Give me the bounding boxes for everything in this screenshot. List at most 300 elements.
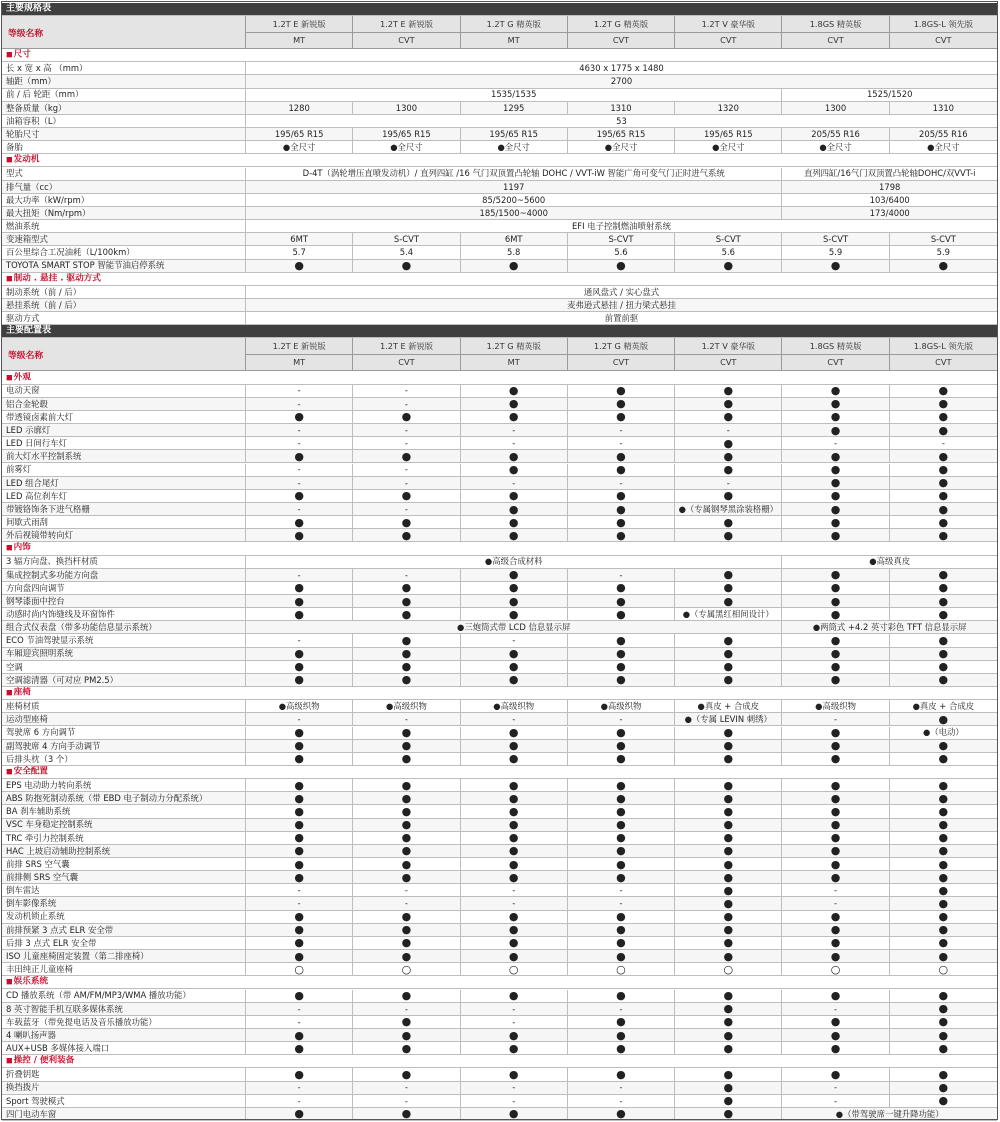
- spec-value: ●: [675, 884, 782, 896]
- spec-value: ●: [568, 516, 675, 528]
- category-row: [2, 1055, 997, 1068]
- spec-value: ●: [782, 871, 889, 883]
- spec-value: 195/65 R15: [568, 128, 675, 140]
- spec-value: ●: [675, 858, 782, 870]
- spec-value: ●: [938, 936, 949, 950]
- spec-value: ●: [461, 516, 568, 528]
- category-title: ■ 娱乐系统: [6, 978, 48, 987]
- spec-value: ●: [782, 477, 889, 489]
- spec-value: ●: [461, 792, 568, 804]
- spec-value: ●: [461, 1068, 568, 1080]
- spec-value: -: [353, 424, 460, 436]
- spec-value: ●: [675, 411, 782, 423]
- spec-value: ●: [246, 582, 353, 594]
- spec-value: ●: [461, 832, 568, 844]
- spec-value: ●: [675, 1042, 782, 1054]
- spec-value: 5.9: [936, 247, 950, 258]
- spec-row: [2, 1003, 997, 1016]
- spec-value: ●: [568, 503, 675, 515]
- spec-value: ●: [568, 411, 675, 423]
- spec-value: ●: [461, 398, 568, 410]
- spec-value: ●: [782, 1068, 889, 1080]
- spec-value: ●: [938, 410, 949, 424]
- spec-row: [2, 260, 997, 273]
- spec-value: ●: [938, 397, 949, 410]
- spec-value: ●: [568, 805, 675, 817]
- spec-value: 195/65 R15: [353, 128, 460, 140]
- category-row: [2, 766, 997, 779]
- spec-value: ●: [353, 1029, 460, 1041]
- trim-name: 1.2T V 豪华版: [675, 338, 781, 355]
- spec-value: ●: [246, 753, 353, 765]
- spec-value: ●: [461, 845, 568, 857]
- spec-value: 1525/1520: [866, 89, 913, 100]
- spec-value: ●: [461, 1108, 568, 1120]
- spec-value: ●: [353, 529, 460, 541]
- spec-label: 副驾驶席 4 方向手动调节: [2, 740, 246, 752]
- category-row: [2, 273, 997, 286]
- spec-value: ●: [938, 1068, 949, 1081]
- spec-value: ●: [353, 871, 460, 883]
- spec-label: 百公里综合工况油耗（L/100km）: [2, 246, 246, 258]
- spec-value: ●（专属钢琴黑涂装格栅）: [675, 503, 782, 515]
- spec-row: [2, 385, 997, 398]
- spec-value: ●: [461, 661, 568, 673]
- spec-value: ●: [675, 1029, 782, 1041]
- spec-label: LED 日间行车灯: [2, 437, 246, 449]
- spec-value: ●: [675, 529, 782, 541]
- spec-value: 1320: [675, 102, 782, 114]
- spec-value: ●: [568, 674, 675, 686]
- spec-value: -: [461, 1016, 568, 1028]
- spec-label: 燃油系统: [2, 220, 246, 232]
- spec-value: ●真皮 + 合成皮: [912, 701, 975, 712]
- spec-value: ●: [461, 924, 568, 936]
- spec-value: ●真皮 + 合成皮: [675, 700, 782, 712]
- spec-value: ●: [938, 568, 949, 581]
- trim-name: 1.8GS 精英版: [782, 16, 888, 33]
- spec-value: -: [568, 1095, 675, 1107]
- spec-value: ●: [938, 476, 949, 489]
- spec-label: 钢琴漆面中控台: [2, 595, 246, 607]
- spec-label: 后排 3 点式 ELR 安全带: [2, 937, 246, 949]
- spec-value: ●: [938, 1094, 949, 1107]
- spec-value: ●: [782, 779, 889, 791]
- spec-value: ●: [782, 595, 889, 607]
- spec-label: 丰田纯正儿童座椅: [2, 963, 246, 975]
- trim-name: 1.2T E 新锐版: [353, 16, 459, 33]
- spec-value: ●: [568, 661, 675, 673]
- spec-value: ●: [675, 516, 782, 528]
- trim-name: 1.2T G 精英版: [568, 16, 674, 33]
- spec-value: ●: [246, 832, 353, 844]
- spec-row: [2, 950, 997, 963]
- trim-name: 1.8GS-L 领先版: [890, 16, 997, 33]
- spec-value: ●: [353, 911, 460, 923]
- trim-name: 1.2T E 新锐版: [246, 338, 352, 355]
- spec-row: [2, 897, 997, 910]
- spec-row: [2, 75, 997, 88]
- spec-value: ●: [938, 950, 949, 963]
- trim-name: 1.2T G 精英版: [568, 338, 674, 355]
- spec-value: ●: [246, 648, 353, 660]
- spec-value: 1197: [246, 181, 782, 193]
- spec-label: 组合式仪表盘（带多功能信息显示系统）: [2, 621, 246, 633]
- spec-label: 整备质量（kg）: [2, 102, 246, 114]
- spec-value: ●: [938, 818, 949, 831]
- spec-value: ●高级真皮: [869, 556, 911, 567]
- spec-value: ●: [461, 490, 568, 502]
- spec-value: ●: [675, 490, 782, 502]
- spec-value: -: [782, 1003, 889, 1015]
- spec-label: 最大扭矩（Nm/rpm）: [2, 207, 246, 219]
- trim-name: 1.2T E 新锐版: [246, 16, 352, 33]
- spec-value: -: [461, 1095, 568, 1107]
- spec-row: [2, 89, 997, 102]
- category-title: ■ 座椅: [6, 689, 31, 698]
- spec-value: -: [353, 398, 460, 410]
- spec-value: ●: [461, 608, 568, 620]
- spec-value: -: [246, 1016, 353, 1028]
- category-row: [2, 542, 997, 555]
- spec-label: 前排 SRS 空气囊: [2, 858, 246, 870]
- spec-row: [2, 634, 997, 647]
- spec-value: ●: [353, 595, 460, 607]
- spec-value: ●: [461, 464, 568, 476]
- spec-value: ●: [675, 595, 782, 607]
- spec-value: ●: [568, 937, 675, 949]
- spec-value: ●: [461, 819, 568, 831]
- spec-value: ●: [938, 844, 949, 857]
- spec-value: ●: [568, 608, 675, 620]
- spec-value: ○: [782, 963, 889, 975]
- spec-value: ●: [568, 871, 675, 883]
- spec-row: [2, 661, 997, 674]
- trim-name: 1.8GS-L 领先版: [890, 338, 997, 355]
- spec-label: 最大功率（kW/rpm）: [2, 194, 246, 206]
- spec-value: ●: [461, 805, 568, 817]
- category-title: ■ 发动机: [6, 156, 39, 165]
- spec-value: ●: [782, 1042, 889, 1054]
- spec-row: [2, 207, 997, 220]
- spec-value: ●: [246, 950, 353, 962]
- spec-value: -: [353, 385, 460, 397]
- spec-value: ●三炮筒式带 LCD 信息显示屏: [246, 621, 782, 633]
- spec-row: [2, 556, 997, 569]
- spec-value: ●: [461, 260, 568, 272]
- spec-label: 集成控制式多功能方向盘: [2, 569, 246, 581]
- spec-row: [2, 819, 997, 832]
- spec-label: 前排侧 SRS 空气囊: [2, 871, 246, 883]
- trim-column-header: [782, 338, 889, 370]
- spec-value: -: [782, 1095, 889, 1107]
- spec-label: 折叠钥匙: [2, 1068, 246, 1080]
- spec-value: ●: [246, 260, 353, 272]
- spec-value: ●: [461, 1042, 568, 1054]
- spec-value: ●: [246, 595, 353, 607]
- spec-value: ●: [675, 990, 782, 1002]
- spec-value: ●: [675, 1082, 782, 1094]
- spec-value: ●: [353, 805, 460, 817]
- trim-transmission: MT: [293, 35, 306, 46]
- trim-name: 1.2T V 豪华版: [675, 16, 781, 33]
- spec-value: ●: [568, 490, 675, 502]
- spec-value: -: [246, 1003, 353, 1015]
- spec-value: ●: [461, 779, 568, 791]
- trim-transmission: CVT: [720, 357, 737, 368]
- section-title: 主要规格表: [6, 3, 52, 14]
- spec-value: ●: [568, 740, 675, 752]
- spec-value: -: [353, 569, 460, 581]
- spec-value: -: [246, 385, 353, 397]
- spec-label: 4 喇叭扬声器: [2, 1029, 246, 1041]
- spec-row: [2, 450, 997, 463]
- spec-value: ●: [675, 924, 782, 936]
- spec-value: ●: [568, 260, 675, 272]
- spec-value: ●: [675, 582, 782, 594]
- spec-value: -: [461, 424, 568, 436]
- spec-value: ●: [568, 1108, 675, 1120]
- spec-value: ●: [353, 1016, 460, 1028]
- spec-value: ●: [353, 924, 460, 936]
- spec-value: ●: [675, 437, 782, 449]
- spec-value: ●: [353, 582, 460, 594]
- spec-row: [2, 1082, 997, 1095]
- spec-value: ●: [782, 424, 889, 436]
- category-row: [2, 976, 997, 989]
- spec-value: 5.8: [461, 246, 568, 258]
- spec-value: ●: [568, 819, 675, 831]
- spec-value: -: [782, 884, 889, 896]
- spec-value: ●: [675, 450, 782, 462]
- spec-value: ●: [938, 1081, 949, 1094]
- spec-label: LED 高位刹车灯: [2, 490, 246, 502]
- spec-value: ●: [568, 1029, 675, 1041]
- spec-value: ●: [568, 845, 675, 857]
- spec-row: [2, 1068, 997, 1081]
- spec-value: 6MT: [461, 233, 568, 245]
- spec-row: [2, 871, 997, 884]
- spec-label: 长 x 宽 x 高 （mm）: [2, 62, 246, 74]
- spec-value: ●（电动）: [922, 727, 964, 738]
- spec-row: [2, 1095, 997, 1108]
- spec-value: ●: [246, 937, 353, 949]
- spec-label: 方向盘四向调节: [2, 582, 246, 594]
- spec-value: ●: [568, 727, 675, 739]
- spec-value: ●: [938, 424, 949, 437]
- spec-value: -: [353, 503, 460, 515]
- spec-value: ●: [938, 1042, 949, 1055]
- spec-row: [2, 911, 997, 924]
- spec-value: 6MT: [246, 233, 353, 245]
- spec-value: ●: [782, 924, 889, 936]
- spec-value: ●: [938, 463, 949, 476]
- spec-value: ●: [938, 660, 949, 673]
- spec-value: ●: [246, 674, 353, 686]
- spec-value: ●: [246, 819, 353, 831]
- spec-label: AUX+USB 多媒体接入端口: [2, 1042, 246, 1054]
- spec-value: ●: [246, 608, 353, 620]
- spec-value: ●: [938, 923, 949, 936]
- spec-value: ●: [782, 490, 889, 502]
- spec-label: 前大灯水平控制系统: [2, 450, 246, 462]
- spec-value: -: [568, 897, 675, 909]
- spec-value: ●: [353, 648, 460, 660]
- spec-value: ●: [246, 450, 353, 462]
- spec-label: 驱动方式: [2, 312, 246, 324]
- spec-value: ●全尺寸: [568, 141, 675, 153]
- spec-label: 轴距（mm）: [2, 75, 246, 87]
- spec-label: 前 / 后 轮距（mm）: [2, 89, 246, 101]
- spec-value: ●: [675, 805, 782, 817]
- spec-value: ●: [353, 608, 460, 620]
- spec-value: ●全尺寸: [927, 142, 960, 153]
- trim-transmission: CVT: [827, 357, 844, 368]
- spec-row: [2, 477, 997, 490]
- spec-row: [2, 233, 997, 246]
- trim-column-header: [461, 338, 568, 370]
- spec-value: ●: [782, 740, 889, 752]
- category-title: ■ 尺寸: [6, 51, 31, 60]
- spec-row: [2, 608, 997, 621]
- spec-value: ●: [938, 871, 949, 884]
- category-row: [2, 687, 997, 700]
- spec-value: ●: [938, 910, 949, 923]
- spec-value: ●: [246, 990, 353, 1002]
- spec-value: ●全尺寸: [782, 141, 889, 153]
- spec-label: LED 组合尾灯: [2, 477, 246, 489]
- spec-label: TRC 牵引力控制系统: [2, 832, 246, 844]
- spec-value: ●: [461, 503, 568, 515]
- spec-row: [2, 1108, 997, 1121]
- spec-row: [2, 168, 997, 181]
- spec-value: ●: [938, 489, 949, 502]
- spec-value: ●: [675, 1108, 782, 1120]
- trim-column-header: [353, 16, 460, 48]
- trim-transmission: MT: [507, 357, 520, 368]
- spec-value: ●: [353, 674, 460, 686]
- spec-row: [2, 529, 997, 542]
- spec-label: 换挡拨片: [2, 1082, 246, 1094]
- spec-value: -: [461, 1082, 568, 1094]
- spec-value: ●: [461, 911, 568, 923]
- spec-value: ●: [461, 990, 568, 1002]
- spec-value: EFI 电子控制燃油喷射系统: [572, 220, 671, 231]
- spec-value: ●高级织物: [782, 700, 889, 712]
- spec-value: ●: [246, 740, 353, 752]
- spec-value: ●: [938, 529, 949, 542]
- spec-value: ●: [246, 792, 353, 804]
- spec-value: ●高级织物: [246, 700, 353, 712]
- trim-name: 1.2T G 精英版: [461, 338, 567, 355]
- spec-value: ●: [782, 661, 889, 673]
- spec-value: ●全尺寸: [246, 141, 353, 153]
- spec-value: ●: [353, 819, 460, 831]
- spec-value: 2700: [610, 76, 633, 87]
- category-title: ■ 制动 . 悬挂 . 驱动方式: [6, 274, 101, 283]
- spec-row: [2, 299, 997, 312]
- spec-row: [2, 779, 997, 792]
- spec-value: ●: [568, 792, 675, 804]
- spec-value: 1310: [568, 102, 675, 114]
- spec-value: ●: [246, 490, 353, 502]
- spec-label: 车载蓝牙（带免提电话及音乐播放功能）: [2, 1016, 246, 1028]
- spec-value: -: [568, 424, 675, 436]
- spec-row: [2, 963, 997, 976]
- spec-label: 制动系统（前 / 后）: [2, 286, 246, 298]
- spec-value: ●: [938, 1015, 949, 1028]
- spec-value: ●: [353, 1108, 460, 1120]
- spec-label: 发动机锁止系统: [2, 911, 246, 923]
- spec-value: ●: [461, 1029, 568, 1041]
- spec-value: 5.7: [246, 246, 353, 258]
- category-row: [2, 49, 997, 62]
- spec-value: ●: [353, 450, 460, 462]
- spec-value: ●: [246, 911, 353, 923]
- spec-value: -: [461, 884, 568, 896]
- spec-value: 205/55 R16: [782, 128, 889, 140]
- spec-value: ●: [675, 753, 782, 765]
- spec-value: 5.6: [675, 246, 782, 258]
- trim-transmission: CVT: [720, 35, 737, 46]
- spec-value: ●: [353, 1042, 460, 1054]
- spec-value: ●（带驾驶席一键升降功能）: [835, 1108, 944, 1119]
- spec-value: ●: [568, 595, 675, 607]
- spec-value: ●: [246, 516, 353, 528]
- section-bar: [2, 3, 997, 16]
- trim-name: 1.8GS 精英版: [782, 338, 888, 355]
- spec-value: -: [246, 477, 353, 489]
- spec-value: ●: [353, 832, 460, 844]
- spec-label: 车厢迎宾照明系统: [2, 648, 246, 660]
- spec-value: ○: [353, 963, 460, 975]
- spec-value: ●: [461, 450, 568, 462]
- spec-value: ●高级合成材料: [246, 556, 782, 568]
- spec-label: 前排预紧 3 点式 ELR 安全带: [2, 924, 246, 936]
- spec-value: ●: [246, 661, 353, 673]
- trim-column-header: [568, 16, 675, 48]
- spec-value: -: [675, 424, 782, 436]
- trim-column-header: [353, 338, 460, 370]
- spec-value: -: [246, 503, 353, 515]
- spec-value: ○: [675, 963, 782, 975]
- spec-value: ●: [568, 1068, 675, 1080]
- spec-row: [2, 792, 997, 805]
- spec-value: -: [246, 884, 353, 896]
- spec-value: ○: [568, 963, 675, 975]
- spec-value: -: [782, 1082, 889, 1094]
- category-row: [2, 371, 997, 384]
- spec-value: ●: [938, 831, 949, 844]
- spec-row: [2, 437, 997, 450]
- spec-row: [2, 845, 997, 858]
- spec-value: ●: [782, 450, 889, 462]
- spec-value: ●: [938, 1002, 949, 1015]
- trim-transmission: MT: [507, 35, 520, 46]
- category-title: ■ 内饰: [6, 544, 31, 553]
- spec-value: ●: [938, 634, 949, 647]
- grade-label: 等级名称: [2, 338, 246, 370]
- spec-value: -: [568, 437, 675, 449]
- spec-label: ECO 节油驾驶显示系统: [2, 634, 246, 646]
- spec-value: ●: [675, 937, 782, 949]
- spec-value: ●: [675, 661, 782, 673]
- spec-label: 悬挂系统（前 / 后）: [2, 299, 246, 311]
- spec-value: -: [568, 713, 675, 725]
- trim-transmission: CVT: [935, 35, 952, 46]
- spec-value: ●: [782, 411, 889, 423]
- spec-value: ●: [675, 260, 782, 272]
